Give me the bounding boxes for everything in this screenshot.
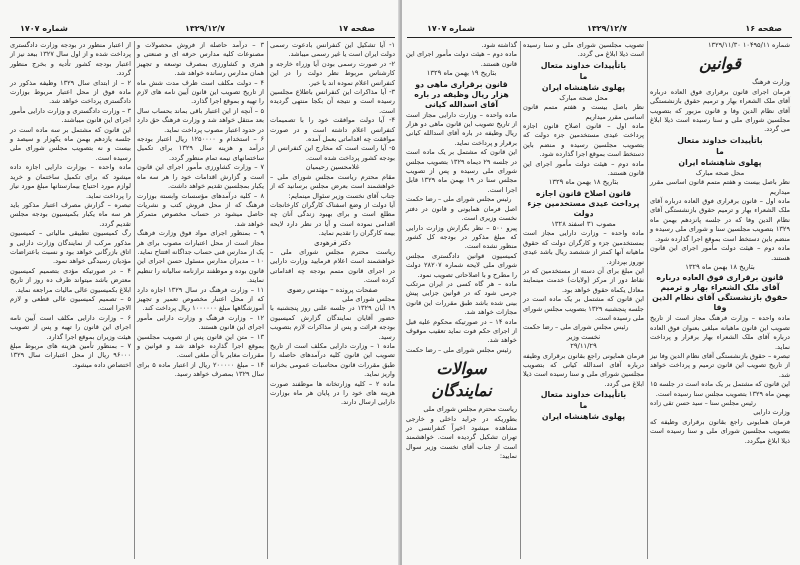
- paragraph: ماده واحده – بوزارت دارایی اجازه داده میشود که برای تکمیل ساختمان و خرید لوازم مورد احتیاج بیمارستانها مبلغ مورد نیاز را پرداخت نماید.: [10, 163, 131, 200]
- paragraph: ماده واحده – وزارت دارایی مجاز است بمستخدمین جزء و کارگران دولت که حقوق ماهیانه آنها کمتر از ششصد ریال باشد عیدی نوروز بپردازد.: [523, 229, 644, 266]
- heading: ما: [716, 146, 724, 156]
- page-header: [10, 24, 395, 36]
- paragraph: آیا دولت از وضع اسفناک کارگران کارخانجات مطلع است و برای بهبود زندگی آنان چه اقدامی نموده است و آیا در نظر دارد لایحه بیمه کارگران را تقدیم نماید.: [270, 200, 395, 238]
- paragraph: ۱۰ – مدیران مدارس مسئول حسن اجرای این قانون بوده و موظفند ترازنامه سالیانه را تنظیم نمایند.: [137, 257, 264, 285]
- centered-line: ۲۹/۱۱/۲۹: [570, 342, 597, 351]
- centered-line: بتاریخ ۱۸ بهمن ماه ۱۳۲۹: [548, 178, 619, 187]
- paragraph: ۶ – استخدام و ۱۲۵۰۰۰۰ ریال اعتبار بودجه درآمد و هزینه سال ۱۳۲۹ برای تکمیل ساختمانهای نیمه تمام منظور گردد.: [137, 135, 264, 162]
- right-page: [402, 0, 800, 565]
- centered-line: محل صحه مبارک: [559, 93, 608, 102]
- paragraph: ۶ – وزارت دارایی مکلف است آیین نامه اجرای این قانون را تهیه و پس از تصویب هیئت وزیران بموقع اجرا گذارد.: [10, 313, 131, 341]
- centered-line: نخست وزیر: [566, 332, 601, 341]
- paragraph: ماده واحده – وزارت فرهنگ مجاز است از تاریخ تصویب این قانون ماهیانه مبلغی بعنوان فوق العاده درباره آقای ملک الشعراء بهار برقرار و پرداخت نماید.: [650, 314, 790, 351]
- centered-line: صفحات پرونده – مهندس رضوی: [287, 285, 378, 294]
- header-rule: [407, 37, 792, 38]
- paragraph: رگ کمیسیون تطبیقی مالیاتی – کمیسیون مذکور مرکب از نمایندگان وزارت دارایی و اتاق بازرگانی خواهد بود و نسبت باعتراضات مؤدیان رسیدگی خواهد نمود.: [10, 229, 131, 266]
- paragraph: ماده ۲ – کلیه وزارتخانه ها موظفند صورت هزینه های خود را در پایان هر ماه بوزارت دارایی ارسال دارند.: [270, 379, 396, 407]
- paragraph: ۴ – در صورتیکه مؤدی بتصمیم کمیسیون معترض باشد میتواند ظرف ده روز از تاریخ ابلاغ بکمیسیون عالی مالیات مراجعه نماید.: [10, 266, 131, 294]
- paragraph: ۱۹ آبان ۱۳۲۹ در جلسه علنی روز پنجشنبه با حضور آقایان نمایندگان گزارش کمیسیون بودجه قرائت و پس از مذاکرات لازم بتصویب رسید.: [270, 304, 395, 341]
- column: [523, 41, 644, 423]
- page-number: صفحه ۱۶: [745, 24, 782, 33]
- header-rule: [10, 37, 395, 38]
- column: [406, 41, 517, 462]
- paragraph: نظر باصل بیست و هفتم متمم قانون اساسی مقرر میداریم: [523, 103, 644, 121]
- paragraph: ۵- آیا راست است که مخارج این کنفرانس از بودجه کشور پرداخت شده است.: [270, 144, 395, 162]
- paragraph: ماده دوم – هیئت دولت مأمور اجرای این قانون هستند.: [523, 159, 644, 178]
- heading: قانون برقراری ماهی دو هزار ریال وظیفه در باره آقای اسدالله کیانی: [414, 79, 509, 109]
- paragraph: فرمان اجرای قانون برقراری فوق العاده درباره آقای ملک الشعراء بهار و ترمیم حقوق بازنشستگی آقای نظام الدین وفا و قانون مزبور که بتصویب مجلسین شورای ملی و سنا رسیده است ذیلا ابلاغ می گردد.: [650, 87, 790, 134]
- paragraph: شماره ۱۰۴۹۵/۱۱ ۱۳۲۹/۱۱/۳۰: [708, 41, 790, 49]
- section-title: قوانین: [699, 54, 741, 74]
- column-divider: [647, 41, 648, 559]
- heading: قانون برقراری فوق العاده درباره آقای ملک الشعراء بهار و ترمیم حقوق بازنشستگی آقای نظام الدین وفا: [652, 273, 788, 313]
- paragraph: این قانون که مشتمل بر یک ماده است در جلسه ۱۵ بهمن ماه ۱۳۲۹ بتصویب مجلس سنا رسیده است.: [650, 380, 790, 398]
- column-divider: [267, 41, 268, 559]
- paragraph: گذاشته شود.: [481, 41, 517, 49]
- paragraph: ماده ۱ – وزارت دارایی مکلف است از تاریخ تصویب این قانون کلیه درآمدهای حاصله را طبق مقررات قانون محاسبات عمومی بخزانه واریز نماید.: [270, 342, 396, 379]
- paragraph: ۳ – وزارت دادگستری و وزارت دارایی مأمور اجرای این قانون میباشند.: [10, 106, 131, 125]
- paragraph: ۱۴ – مبلغ ۲۰۰۰۰۰ ریال از اعتبار ماده ۵ برای سال ۱۳۲۹ بمصرف خواهد رسید.: [137, 360, 265, 379]
- centered-line: بتاریخ ۱۹ بهمن ماه ۱۳۲۹: [426, 69, 497, 78]
- paragraph: مجلس شورای ملی: [342, 294, 395, 303]
- paragraph: تبصره – حقوق بازنشستگی آقای نظام الدین وفا نیز از تاریخ تصویب این قانون ترمیم و پرداخت خواهد شد.: [650, 351, 790, 379]
- paragraph: ۹ – بمنظور اجرای مواد فوق وزارت فرهنگ مجاز است از محل اعتبارات مصوب برای هر یک از مدارس فنی حساب جداگانه افتتاح نماید.: [137, 229, 264, 256]
- heading: باتأییدات خداوند متعال: [540, 390, 627, 400]
- paragraph: ۳ – درآمد حاصله از فروش محصولات و مصنوعات کلیه مدارس حرفه ای و صنعتی و هنری و کشاورزی بمصرف توسعه و تجهیز همان مدارس رسانده خواهد شد.: [137, 41, 264, 78]
- paragraph: ۴- آیا دولت موافقت خود را با تصمیمات کنفرانس اعلام داشته است و در صورت موافقت چه اقداماتی بعمل آمده.: [270, 116, 395, 144]
- paragraph: فرمان همایونی راجع بقانون برقراری وظیفه درباره آقای اسدالله کیانی که بتصویب مجلسین شورای ملی و سنا رسیده است ذیلا ابلاغ می گردد.: [523, 351, 644, 388]
- issue-date: ۱۳۲۹/۱۲/۷: [184, 24, 225, 33]
- paragraph: ۵ – تصمیم کمیسیون عالی قطعی و لازم الاجرا است.: [10, 294, 131, 313]
- centered-line: بتاریخ ۱۸ بهمن ماه ۱۳۲۹: [685, 262, 755, 271]
- heading: ما: [579, 71, 588, 81]
- centered-line: دکتر فرهودی: [314, 238, 351, 247]
- paragraph: ۵ – آنچه از این اعتبار باقی بماند بحساب سال بعد منتقل خواهد شد و وزارت فرهنگ حق دارد در حدود اعتبار مصوب پرداخت نماید.: [137, 106, 264, 134]
- paragraph: تبصره – گزارش مصرف اعتبار مذکور باید هر سه ماه یکبار بکمیسیون بودجه مجلس تقدیم گردد.: [10, 200, 131, 228]
- paragraph: ۷ – بمنظور تأمین هزینه های مربوط مبلغ ۹۶۰۰۰ ریال از محل اعتبارات سال ۱۳۲۹ اختصاص داده میشود.: [10, 342, 131, 369]
- paragraph: ماده دوم – هیئت دولت مأمور اجرای این قانون هستند.: [406, 50, 517, 68]
- page-number: صفحه ۱۷: [338, 24, 375, 33]
- heading: پهلوی شاهنشاه ایران: [541, 82, 626, 92]
- paragraph: پیرو ۵۰۰ – نظر بگزارش وزارت دارایی که مبلغ مذکور در بودجه کل کشور منظور نشده است.: [406, 223, 518, 251]
- column-divider: [520, 41, 521, 559]
- paragraph: بطوریکه در جراید داخلی و خارجی مشاهده میشود اخیراً کنفرانسی در تهران تشکیل گردیده است. خواهشمند است از جناب آقای نخست وزیر سوال نمایید:: [406, 414, 517, 461]
- paragraph: ۱۳ – متن این قانون پس از تصویب مجلسین بموقع اجرا گذارده خواهد شد و قوانین و مقررات مغایر با آن ملغی است.: [137, 332, 264, 360]
- paragraph: تصویب مجلسین شورای ملی و سنا رسیده است ذیلا ابلاغ می گردد.: [523, 41, 644, 59]
- paragraph: فرمان همایونی راجع بقانون برقراری وظیفه که بتصویب مجلسین شورای ملی و سنا رسیده است ذیلا ابلاغ میگردد.: [650, 417, 790, 445]
- paragraph: ماده دوم – هیئت دولت مأمور اجرای این قانون هستند.: [650, 244, 790, 262]
- paragraph: ماده ۱۴ – در صورتیکه محکوم علیه قبل از اجرای حکم فوت نماید تعقیب موقوف خواهد شد.: [406, 317, 517, 345]
- paragraph: وزارت دارایی: [753, 408, 790, 417]
- paragraph: ۴ – دولت مکلف است ظرف مدت شش ماه از تاریخ تصویب این قانون آیین نامه های لازم را تهیه و بموقع اجرا گذارد.: [137, 78, 264, 106]
- column: [137, 41, 264, 380]
- paragraph: ۱۲ – وزارت فرهنگ و وزارت دارایی مأمور اجرای این قانون هستند.: [137, 313, 264, 332]
- paragraph: این قانون که مشتمل بر سه ماده است در جلسه یازدهم بهمن ماه یکهزار و سیصد و بیست و نه بتصویب مجلس شورای ملی رسیده است.: [10, 125, 131, 162]
- heading: پهلوی شاهنشاه ایران: [678, 157, 762, 167]
- paragraph: وزارت فرهنگ: [752, 78, 790, 87]
- paragraph: ۲ – از ابتدای سال ۱۳۲۹ وظیفه مذکور در ماده فوق از محل اعتبار مربوط بوزارت دادگستری پرداخت خواهد شد.: [10, 78, 131, 106]
- issue-number: شماره ۱۷۰۷: [427, 24, 475, 33]
- column-divider: [134, 41, 135, 559]
- column: [270, 41, 395, 408]
- centered-line: غلامحسین رحیمیان: [305, 163, 360, 172]
- paragraph: ۸ – کلیه درآمدهای مؤسسات وابسته بوزارت فرهنگ که از محل فروش کتب و نشریات حاصل میشود در حساب مخصوص متمرکز خواهد شد.: [137, 191, 264, 228]
- paragraph: از اعتبار منظور در بودجه وزارت دادگستری پرداخت شده و از اول سال ۱۳۲۷ ببعد نیز از اعتبار بودجه کشور تأدیه و بخرج منظور گردد.: [10, 41, 131, 78]
- paragraph: اصل فرمان همایونی و قانون در دفتر نخست وزیری است.: [406, 204, 517, 223]
- paragraph: ماده اول – قانون برقراری فوق العاده درباره آقای ملک الشعراء بهار و ترمیم حقوق بازنشستگی آقای نظام الدین وفا که در جلسه پانزدهم بهمن ماه ۱۳۲۹ بتصویب مجلسین سنا و شورای ملی رسیده و منضم باین دستخط است بموقع اجرا گذارده شود.: [650, 197, 790, 243]
- signature-line: رئیس مجلس سنا – سید حسن تقی زاده: [650, 398, 756, 407]
- issue-number: شماره ۱۷۰۷: [20, 24, 68, 33]
- paragraph: مقام محترم ریاست مجلس شورای ملی – خواهشمند است بعرض مجلس برسانید که از جناب آقای نخست وزیر سئوال مینمایم:: [270, 172, 395, 200]
- paragraph: نظر باصل بیست و هفتم متمم قانون اساسی مقرر میداریم: [650, 178, 790, 196]
- paragraph: این قانون که مشتمل بر یک ماده است در جلسه پنجشنبه ۱۳۲۹ بتصویب مجلس شورای ملی رسیده است.: [523, 295, 644, 322]
- paragraph: ماده واحده – وزارت دارایی مجاز است از تاریخ تصویب این قانون ماهی دو هزار ریال وظیفه در باره آقای اسدالله کیانی برقرار و پرداخت نماید.: [406, 110, 517, 147]
- paragraph: ماده – هر گاه کسی در ایران مرتکب جرمی شود که در قوانین جزایی پیش بینی شده باشد طبق مقررات این قانون مجازات خواهد شد.: [406, 279, 517, 317]
- issue-date: ۱۳۲۹/۱۲/۷: [586, 24, 627, 33]
- signature-line: رئیس مجلس شورای ملی – رضا حکمت: [523, 323, 629, 332]
- heading: پهلوی شاهنشاه ایران: [541, 412, 626, 422]
- paragraph: ریاست محترم مجلس شورای ملی: [423, 405, 517, 414]
- signature-line: رئیس مجلس شورای ملی – رضا حکمت: [406, 195, 512, 204]
- page-header: [407, 24, 792, 36]
- paragraph: ۷ – وزارت کشاورزی مأمور اجرای این قانون است و گزارش اقدامات خود را هر سه ماه یکبار بمجلسین تقدیم خواهد داشت.: [137, 163, 264, 191]
- paragraph: ۱- آیا تشکیل این کنفرانس بادعوت رسمی دولت ایران است یا غیر رسمی میباشد.: [270, 41, 395, 59]
- section-title: سوالات نمایندگان: [431, 359, 492, 401]
- centered-line: مصوب ۳۱ اسفند ۱۳۲۸: [551, 219, 616, 228]
- paragraph: ۱۱ – وزارت فرهنگ در سال ۱۳۲۹ اجازه دارد که از محل اعتبار مخصوص تعمیر و تجهیز آموزشگاهها مبلغ ۱۰۰۰۰۰۰ ریال پرداخت کند.: [137, 285, 264, 313]
- paragraph: ریاست محترم مجلس شورای ملی – خواهشمند است اعلام فرمایید وزارت دارایی در اجرای قانون متمم بودجه چه اقداماتی کرده است.: [270, 247, 395, 285]
- heading: ما: [579, 401, 588, 411]
- heading: باتأییدات خداوند متعال: [540, 60, 627, 70]
- paragraph: ماده اول – قانون اصلاح قانون اجازه پرداخت عیدی مستخدمین جزء دولت که بتصویب مجلسین رسیده و منضم باین دستخط است بموقع اجرا گذارده شود.: [523, 122, 644, 159]
- paragraph: ۲- در صورت رسمی بودن آیا وزراء خارجه و کارشناس مربوط نظر دولت را در این کنفرانس اعلام نموده اند یا خیر.: [270, 59, 395, 87]
- column: [650, 41, 790, 446]
- heading: قانون اصلاح قانون اجازه پرداخت عیدی مستخدمین جزء دولت: [527, 188, 640, 218]
- heading: باتأییدات خداوند متعال: [677, 135, 763, 145]
- paragraph: ۳- آیا مذاکرات این کنفرانس باطلاع مجلسین رسیده است و نتیجه آن بکجا منتهی گردیده است.: [270, 88, 395, 115]
- paragraph: این مبلغ برای آن دسته از مستخدمین که در نقاط دور از مرکز (ولایات) خدمت مینمایند معادل یکماه حقوق خواهد بود.: [523, 266, 644, 294]
- column: [10, 41, 131, 370]
- paragraph: کمیسیون قوانین دادگستری مجلس شورای ملی لایحه شماره ۲۸۲۰۷ دولت را مطرح و با اصلاحاتی تصویب نمود.: [406, 251, 518, 279]
- signature-line: رئیس مجلس شورای ملی – رضا حکمت: [406, 345, 512, 354]
- centered-line: محل صحه مبارک: [695, 168, 745, 177]
- paragraph: این قانون که مشتمل بر یک ماده است در جلسه ۲۹ دیماه ۱۳۲۹ بتصویب مجلس شورای ملی رسیده و پس از تصویب مجلس سنا در ۱۹ بهمن ماه ۱۳۲۹ قابل اجرا است.: [406, 148, 517, 194]
